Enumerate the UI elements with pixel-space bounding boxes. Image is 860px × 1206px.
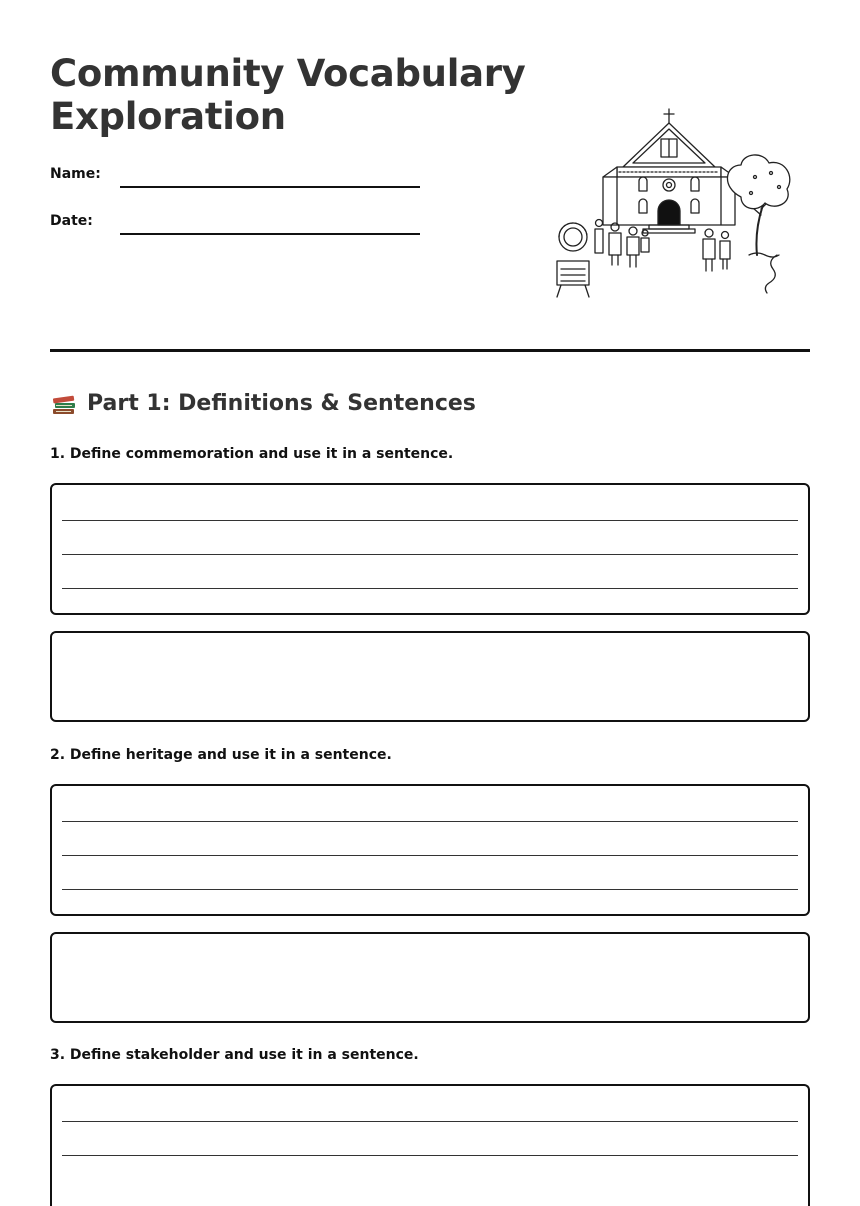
writing-line xyxy=(62,889,798,890)
definition-answer-box-2[interactable] xyxy=(50,784,810,916)
writing-line xyxy=(62,554,798,555)
definition-answer-box-3[interactable] xyxy=(50,1084,810,1206)
writing-line xyxy=(62,1121,798,1122)
definition-answer-box-1[interactable] xyxy=(50,483,810,615)
books-icon xyxy=(50,390,78,418)
worksheet-title xyxy=(50,52,526,138)
writing-line xyxy=(62,588,798,589)
question-1: 1. Define commemoration and use it in a sentence. xyxy=(50,446,454,462)
sentence-answer-box-1[interactable] xyxy=(50,631,810,722)
date-label: Date: xyxy=(50,213,93,229)
title-line-1: Community Vocabulary xyxy=(50,52,526,95)
sentence-answer-box-2[interactable] xyxy=(50,932,810,1023)
part1-heading xyxy=(50,388,476,420)
date-field[interactable] xyxy=(120,233,420,235)
community-church-illustration xyxy=(545,105,795,300)
name-label: Name: xyxy=(50,166,101,182)
title-line-2: Exploration xyxy=(50,95,286,138)
writing-line xyxy=(62,855,798,856)
header-divider xyxy=(50,349,810,352)
question-2: 2. Define heritage and use it in a sentence. xyxy=(50,747,392,763)
question-3: 3. Define stakeholder and use it in a sentence. xyxy=(50,1047,419,1063)
name-field[interactable] xyxy=(120,186,420,188)
writing-line xyxy=(62,821,798,822)
writing-line xyxy=(62,1155,798,1156)
part1-heading-text: Part 1: Definitions & Sentences xyxy=(87,391,476,416)
writing-line xyxy=(62,520,798,521)
